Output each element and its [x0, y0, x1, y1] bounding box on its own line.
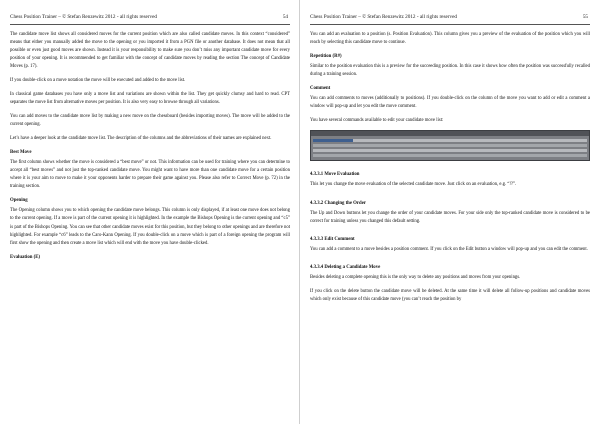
paragraph: The Opening column shows you to which opening the candidate move belongs. This column is only displayed, if at least one move does not belong to the current opening. If a move is part of the current opening it is highlighted. In the example the Bishops Opening is the current opening and “c5” is part of the Bishops Opening. You can see that other candidate moves exist for this position, but they belong to other openings and are therefore not highlighted. For example “c6” leads to the Caro-Kann Opening. If you double-click on a move which is part of a foreign opening the program will first show the opening and then create a move list which will end with the move you have double-clicked.: [10, 208, 290, 247]
paragraph: The candidate move list shows all considered moves for the current position which are also called candidate moves. In this context “considered” means that either you manually added the move to the opening or you imported it from a PGN file or another database. It does not mean that all possible or even just good moves are shown. Instead it is your responsibility to make sure you don’t miss any important candidate move for every position of your opening. It is recommended to get familiar with the concept of candidate moves by reading the section The concept of Candidate Moves (p. 17).: [10, 31, 290, 70]
screenshot-row: [313, 144, 587, 147]
screenshot-titlebar: [311, 131, 589, 136]
paragraph: Let’s have a deeper look at the candidate move list. The description of the columns and the abbreviations of their names are explained next.: [10, 136, 272, 141]
toolbar-screenshot: [310, 130, 590, 161]
paragraph: You can add a comment to a move besides a position comment. If you click on the Edit button a window will pop-up and you can edit the comment.: [310, 247, 588, 252]
heading-opening: Opening: [10, 198, 28, 204]
header-text: Chess Position Trainer – © Stefan Renzewitz 2012 - all rights reserved: [10, 14, 158, 20]
page-right: [300, 0, 600, 424]
screenshot-row: [313, 139, 587, 142]
paragraph: You can add comments to moves (additionally to positions). If you double-click on the column of the move you want to add or edit a comment a window will pop-up and let you edit the move comment.: [310, 95, 590, 109]
paragraph: You can add an evaluation to a position (s. Position Evaluation). This column gives you a preview of the evaluation of the position which you will reach by selecting this candidate move to continue.: [310, 31, 590, 45]
paragraph: In classical game databases you have only a move list and variations are shown within the list. They get quickly clumsy and hard to read. CPT separates the move list from alternative moves per position. It is also very easy to browse through all variations.: [10, 92, 290, 106]
paragraph: The first column shows whether the move is considered a “best move” or not. This information can be used for training where you can determine to accept all “best moves” and not just the top-ranked candidate move. You might want to have more than one candidate move for a certain position where it is your aim to move to make it your opponents harder to prepare their game against you. Please also refer to Correct Move (p. 72) in the training section.: [10, 159, 290, 190]
header-rule: [310, 24, 590, 25]
paragraph: Similar to the position evaluation this is a preview for the succeeding position. In this case it shows how often the position was successfully recalled during a training session.: [310, 63, 590, 77]
heading-changing-order: 4.3.3.2 Changing the Order: [310, 200, 366, 206]
paragraph: Besides deleting a complete opening this is the only way to delete any positions and moves from your openings.: [310, 275, 521, 281]
paragraph: You have several commands available to edit your candidate move list:: [310, 117, 444, 123]
heading-best-move: Best Move: [10, 149, 32, 155]
heading-edit-comment: 4.3.3.3 Edit Comment: [310, 237, 355, 242]
heading-repetition: Repetition (R#): [310, 53, 342, 59]
paragraph: This let you change the move evaluation of the selected candidate move. Just click on an evaluation, e.g. “!?”.: [310, 182, 517, 188]
heading-evaluation: Evaluation (E): [10, 254, 40, 260]
paragraph: The Up and Down buttons let you change the order of your candidate moves. For your side only the top-ranked candidate move is considered to be correct for training unless you changed this default setting.: [310, 210, 590, 224]
paragraph: If you double-click on a move notation the move will be executed and added to the move list.: [10, 78, 186, 84]
page-header: [10, 14, 290, 20]
paragraph: You can add moves to the candidate move list by making a new move on the chessboard (besides importing moves). The move will be added to the current opening.: [10, 114, 290, 128]
heading-comment: Comment: [310, 85, 331, 91]
page-number: 55: [582, 14, 588, 20]
page-header: [310, 14, 590, 20]
heading-deleting-candidate-move: 4.3.3.4 Deleting a Candidate Move: [310, 265, 381, 271]
screenshot-selection: [313, 139, 353, 142]
header-rule: [10, 24, 290, 25]
paragraph: If you click on the delete button the candidate move will be deleted. At the same time it will delete all follow-up positions and candidate moves which only exist because of this candidate move (you can’t reach the position by: [310, 289, 590, 303]
header-text: Chess Position Trainer – © Stefan Renzewitz 2012 - all rights reserved: [310, 14, 458, 20]
heading-move-evaluation: 4.3.3.1 Move Evaluation: [310, 172, 360, 178]
screenshot-row: [313, 154, 587, 157]
page-number: 54: [282, 14, 288, 20]
screenshot-row: [313, 149, 587, 152]
